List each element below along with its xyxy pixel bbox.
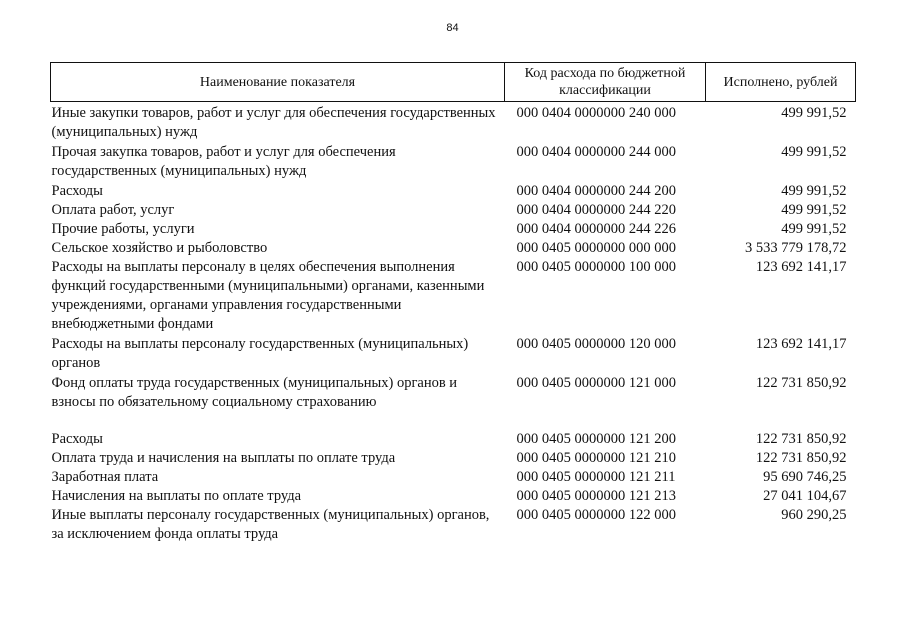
table-row [51,487,856,506]
table-row [51,506,856,544]
table-body [51,102,856,545]
table-row [51,430,856,449]
header-indicator-name: Наименование показателя [51,63,505,102]
row-name: Расходы [51,431,103,447]
table-row [51,201,856,220]
row-code: 000 0405 0000000 121 000 [516,375,676,391]
table-row [51,182,856,201]
row-amount: 122 731 850,92 [755,375,847,391]
row-amount: 122 731 850,92 [755,431,847,447]
table-row [51,239,856,258]
row-code: 000 0404 0000000 240 000 [516,105,676,121]
table-row [51,449,856,468]
row-name: Оплата работ, услуг [51,202,175,218]
row-name: Сельское хозяйство и рыболовство [51,240,268,256]
row-code: 000 0404 0000000 244 000 [516,144,676,160]
table-row [51,258,856,335]
row-code: 000 0404 0000000 244 226 [516,221,676,237]
row-amount: 499 991,52 [781,183,847,199]
row-name: Расходы [51,183,103,199]
row-name: Оплата труда и начисления на выплаты по оплате труда [51,450,396,466]
row-amount: 27 041 104,67 [763,488,847,504]
table-row [51,143,856,182]
row-amount: 122 731 850,92 [755,450,847,466]
header-row [51,63,856,102]
table-row [51,335,856,374]
row-code: 000 0405 0000000 120 000 [516,336,676,352]
row-name: Прочие работы, услуги [51,221,195,237]
row-name: Заработная плата [51,469,159,485]
page-number: 84 [446,22,459,34]
row-name: Иные выплаты персоналу государственных (муниципальных) органов, за исключением фонда оплаты труда [51,507,490,542]
row-code: 000 0405 0000000 121 213 [516,488,676,504]
row-amount: 3 533 779 178,72 [745,240,847,256]
row-amount: 499 991,52 [781,144,847,160]
row-amount: 499 991,52 [781,202,847,218]
row-code: 000 0405 0000000 000 000 [516,240,676,256]
row-code: 000 0405 0000000 121 200 [516,431,676,447]
row-name: Начисления на выплаты по оплате труда [51,488,302,504]
row-name: Прочая закупка товаров, работ и услуг для обеспечения государственных (муниципальных) нужд [51,144,396,179]
table-header [51,63,856,102]
row-amount: 95 690 746,25 [763,469,847,485]
row-code: 000 0405 0000000 122 000 [516,507,676,523]
table-row [51,468,856,487]
row-amount: 123 692 141,17 [755,259,847,275]
row-code: 000 0404 0000000 244 200 [516,183,676,199]
header-budget-code: Код расхода по бюджетной классификации [505,63,706,102]
row-code: 000 0405 0000000 100 000 [516,259,676,275]
row-name: Расходы на выплаты персоналу государственных (муниципальных) органов [51,336,469,371]
header-executed-amount: Исполнено, рублей [706,63,856,102]
row-code: 000 0405 0000000 121 211 [516,469,676,485]
expenditure-table [50,62,856,544]
row-amount: 499 991,52 [781,105,847,121]
table-row [51,374,856,430]
row-code: 000 0404 0000000 244 220 [516,202,676,218]
row-amount: 123 692 141,17 [755,336,847,352]
row-name: Иные закупки товаров, работ и услуг для обеспечения государственных (муниципальных) нужд [51,105,496,140]
table-row [51,102,856,144]
row-amount: 499 991,52 [781,221,847,237]
table-row [51,220,856,239]
row-code: 000 0405 0000000 121 210 [516,450,676,466]
row-amount: 960 290,25 [781,507,847,523]
row-name: Фонд оплаты труда государственных (муниципальных) органов и взносы по обязательному социальному страхованию [51,375,458,410]
row-name: Расходы на выплаты персоналу в целях обеспечения выполнения функций государственными (муниципальными) органами, казенными учреждениями, органами управления государственными внебюджетными фондами [51,259,485,332]
